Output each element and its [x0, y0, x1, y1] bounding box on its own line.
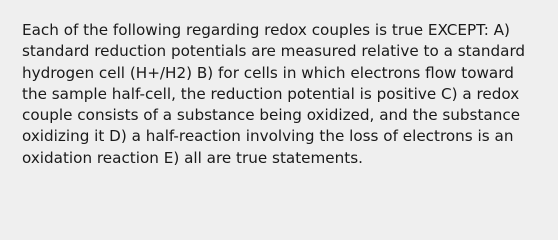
question-text: Each of the following regarding redox couples is true EXCEPT: A) standard reduction potentials are measured relative to a standard hydrogen cell (H+/H2) B) for cells in which electrons flow toward the sample half-cell, the reduction potential is positive C) a redox couple consists of a substance being oxidized, and the substance oxidizing it D) a half-reaction involving the loss of electrons is an oxidation reaction E) all are true statements.: [22, 21, 526, 167]
